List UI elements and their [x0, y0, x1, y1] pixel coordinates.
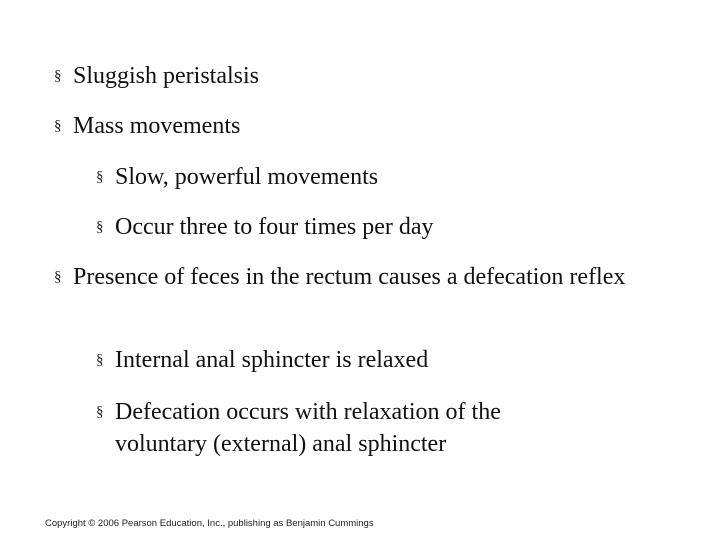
- bullet-text: Occur three to four times per day: [115, 214, 434, 240]
- sub-bullet-item: [96, 161, 676, 193]
- bullet-marker-icon: §: [96, 219, 104, 235]
- bullet-text: Presence of feces in the rectum causes a defecation reflex: [73, 264, 626, 290]
- sub-bullet-item: [96, 396, 576, 460]
- sub-bullet-item: [96, 344, 676, 376]
- bullet-text: Sluggish peristalsis: [73, 63, 260, 89]
- bullet-marker-icon: §: [96, 169, 104, 185]
- bullet-text: Internal anal sphincter is relaxed: [115, 347, 429, 373]
- sub-bullet-item: [96, 211, 676, 243]
- bullet-item: [54, 60, 674, 92]
- bullet-item: [54, 261, 664, 293]
- bullet-marker-icon: §: [96, 404, 104, 420]
- bullet-text: Slow, powerful movements: [115, 164, 379, 190]
- bullet-marker-icon: §: [54, 118, 62, 134]
- copyright-footer: Copyright © 2006 Pearson Education, Inc., publishing as Benjamin Cummings: [45, 518, 374, 529]
- bullet-marker-icon: §: [54, 68, 62, 84]
- bullet-text: Mass movements: [73, 113, 241, 139]
- bullet-item: [54, 110, 674, 142]
- bullet-marker-icon: §: [96, 352, 104, 368]
- bullet-marker-icon: §: [54, 269, 62, 285]
- bullet-text: Defecation occurs with relaxation of the voluntary (external) anal sphincter: [115, 399, 501, 457]
